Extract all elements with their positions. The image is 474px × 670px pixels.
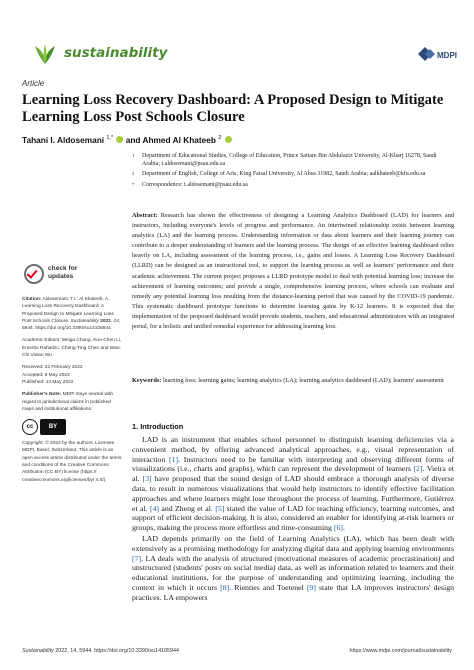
abstract-text: Research has shown the effectiveness of designing a Learning Analytics Dashboard (LAD) for learners and instructors, including everyone's levels of progress and performance. An intertwined relationship exists between learning analytics (LA) and the learning process. Understanding information or data about learners and their learning journey can contribute to a deeper understanding of learners and the learning process. The design of an effective learning dashboard relies heavily on LA, including assessment of the learning process, i.e., gains and losses. A Learning Loss Recovery Dashboard (LLRD) can be designed as an instructional tool, to support the learning process as well as learners' performance and their academic achievement. The current project proposes a LLRD prototype model to deal with potential learning loss; increase the achievement of learning outcomes; and provide a single, comprehensive learning process, where schools can evaluate and remedy any potential learning loss resulting from the distance-learning period that was caused by the COVID-19 pandemic. This systematic dashboard prototype functions to determine learning gains by K-12 learners. It is expected that the implementation of the proposed dashboard would provide students, teachers, and educational administrators with an integrated portal, for a holistic and unified remedial experience for addressing learning loss. [132, 212, 455, 331]
editors-text: Meiga Chang, Kuo-Chen Li, Emeritu Rahadzc, Cheng-Ting Chen and Wan-Chi Vivian Wu [22, 338, 122, 359]
citation-ref-link[interactable]: [9] [306, 582, 316, 592]
citation-label: Citation: [22, 297, 42, 302]
body-text-run: LAD depends primarily on the field of Learning Analytics (LA), which has been dealt with extensively as a promising methodology for analyzing digital data and applying learning environments [132, 533, 454, 553]
author-line [22, 135, 452, 145]
correspondence-item [132, 182, 454, 190]
footer-citation[interactable]: 2022, 14, 5944. https://doi.org/10.3390/su14105944 [53, 648, 180, 654]
citation-journal: Sustainability [70, 318, 99, 324]
body-text-run: . Vieira et al. [132, 464, 454, 484]
orcid-icon[interactable] [225, 136, 232, 143]
mdpi-logo-text: MDPI [437, 51, 457, 60]
abstract [132, 211, 454, 332]
dates-block [22, 364, 122, 386]
citation-ref-link[interactable]: [5] [215, 503, 225, 513]
journal-header [22, 38, 457, 70]
body-text-run: have proposed that the sound design of LAD should embrace a thorough analysis of diverse data, to result in numerous visualizations that would help instructors to identify effective facilitation approaches and where learners might lose throughout the process of learning. Furthermore, Gutiérrez et al. [132, 474, 455, 513]
check-updates-line: check for [48, 265, 78, 272]
body-paragraph [132, 435, 454, 533]
publisher-note-label: Publisher's Note: [22, 392, 62, 398]
body-text-run: and Zheng et al. [159, 503, 216, 513]
footer-journal-url[interactable]: https://www.mdpi.com/journal/sustainability [349, 648, 452, 654]
accepted-date: Accepted: 9 May 2022 [22, 372, 70, 378]
citation-ref-link[interactable]: [7] [132, 553, 142, 563]
check-updates-label [48, 265, 77, 280]
affiliation-item [132, 171, 454, 179]
author-affiliation-mark: 2 [218, 135, 222, 142]
received-date: Received: 22 February 2022 [22, 365, 83, 371]
body-text-run: . [342, 523, 345, 533]
article-type-label: Article [22, 79, 45, 88]
cc-icon: cc [22, 419, 38, 435]
editors-label: Academic Editors: [22, 338, 61, 344]
citation-ref-link[interactable]: [1] [169, 454, 179, 464]
body-text-run: . Instructors need to be familiar with interpreting and observing different forms of visualizations (i.e., charts and graphs), which can represent the development of learners [132, 454, 454, 474]
author-name[interactable]: Ahmed Al Khateeb [142, 135, 216, 145]
keywords-label: Keywords: [132, 377, 162, 384]
correspondence-text: Correspondence: t.aldosemani@psau.edu.sa [142, 181, 248, 188]
affiliation-text: Department of Educational Studies, College of Education, Prince Sattam Bin Abdulaziz University, Al-Kharj 16278, Saudi Arabia; t.aldosemani@psau.edu.sa [142, 153, 437, 167]
citation-ref-link[interactable]: [3] [142, 474, 152, 484]
page-footer [22, 648, 452, 654]
footer-journal: Sustainability [22, 648, 54, 654]
body-text-run: . Rienties and Toetenel [229, 582, 307, 592]
body-text-run: state that LA improves instructors' design practices. LA empowers [132, 582, 454, 602]
body-text-run: LAD is an instrument that enables school personnel to distinguish learning deficiencies via a convenient method, by offering advanced analytical approaches, e.g., visual representation of interaction [132, 435, 454, 464]
body-text-run: stated the value of LAD for teaching efficiency, learning outcomes, and support of efficient decision-making. It is also, considered an enabler for identifying at-risk learners or groups, making the process more effortless and time-consuming [132, 503, 454, 533]
citation-volume: 14 [113, 318, 119, 324]
author-name[interactable]: Tahani I. Aldosemani [22, 135, 105, 145]
sustainability-leaf-icon [32, 42, 58, 66]
correspondence-mark: * [132, 181, 135, 187]
keywords-text: learning loss; learning gains; learning analytics (LA); learning analytics dashboard (LAD); learners' assessment [162, 377, 444, 384]
orcid-icon[interactable] [116, 136, 123, 143]
copyright-block [22, 440, 122, 484]
body-paragraph [132, 534, 454, 603]
affiliation-text: Department of English, College of Arts, King Faisal University, Al Ahsa 31982, Saudi Arabia; aalkhateeb@kfu.edu.sa [142, 171, 426, 178]
cc-license-badge[interactable] [22, 419, 122, 435]
article-sidebar [22, 262, 122, 489]
citation-ref-link[interactable]: [6] [333, 523, 343, 533]
affiliations [132, 153, 454, 192]
author-connector: and [125, 135, 141, 145]
citation-ref-link[interactable]: [2] [413, 464, 423, 474]
body-text-run: . LA deals with the analysis of structured (motivational measures of academic procrastination) and unstructured (students' posts on social media) data, as well as information related to learners and their educational institutions, for the purpose of understanding and optimizing learning, including the context in which it occurs [132, 553, 454, 592]
citation-year: 2022 [100, 318, 111, 324]
citation-doi[interactable]: , 5944. https://doi.org/10.3390/su14105944 [22, 318, 121, 332]
affiliation-item [132, 153, 454, 169]
publisher-note-text: MDPI stays neutral with regard to jurisdictional claims in published maps and institutional affiliations. [22, 392, 113, 412]
mdpi-logo-icon[interactable] [416, 43, 457, 65]
copyright-text: Copyright: © 2022 by the authors. Licensee MDPI, Basel, Switzerland. This article is an open access article distributed under the terms and conditions of the Creative Commons Attribution (CC BY) license (https:// creativecommons.org/licenses/by/ 4.0/). [22, 441, 122, 483]
cc-by-icon: BY [40, 419, 66, 435]
abstract-label: Abstract: [132, 212, 158, 219]
section-heading: 1. Introduction [132, 422, 184, 431]
citation-ref-link[interactable]: [8] [220, 582, 230, 592]
article-title: Learning Loss Recovery Dashboard: A Proposed Design to Mitigate Learning Loss Post Schools Closure [22, 92, 444, 125]
keywords [132, 376, 454, 386]
author-affiliation-mark: 1,* [106, 135, 114, 142]
citation-ref-link[interactable]: [4] [149, 503, 160, 513]
check-updates-icon [24, 264, 44, 284]
citation-block: Citation: Aldosemani, T.I.; Al Khateeb, A. Learning Loss Recovery Dashboard: A Proposed Design to Mitigate Learning Loss Post Schools Closure. Sustainability 2022, 14, 5944. https://doi.org/10.3390/su14105944 [22, 297, 121, 332]
affiliation-number: 1 [132, 153, 135, 158]
introduction-body [132, 435, 454, 604]
affiliation-number: 2 [132, 171, 135, 177]
check-updates-line: updates [48, 272, 74, 280]
editors-block [22, 337, 122, 359]
published-date: Published: 13 May 2022 [22, 379, 74, 385]
journal-name[interactable]: sustainability [64, 45, 168, 61]
publisher-note [22, 391, 122, 413]
check-for-updates-button[interactable] [22, 262, 84, 288]
citation-text: Aldosemani, T.I.; Al Khateeb, A. Learning Loss Recovery Dashboard: A Proposed Design to Mitigate Learning Loss Post Schools Closure. [22, 297, 114, 324]
